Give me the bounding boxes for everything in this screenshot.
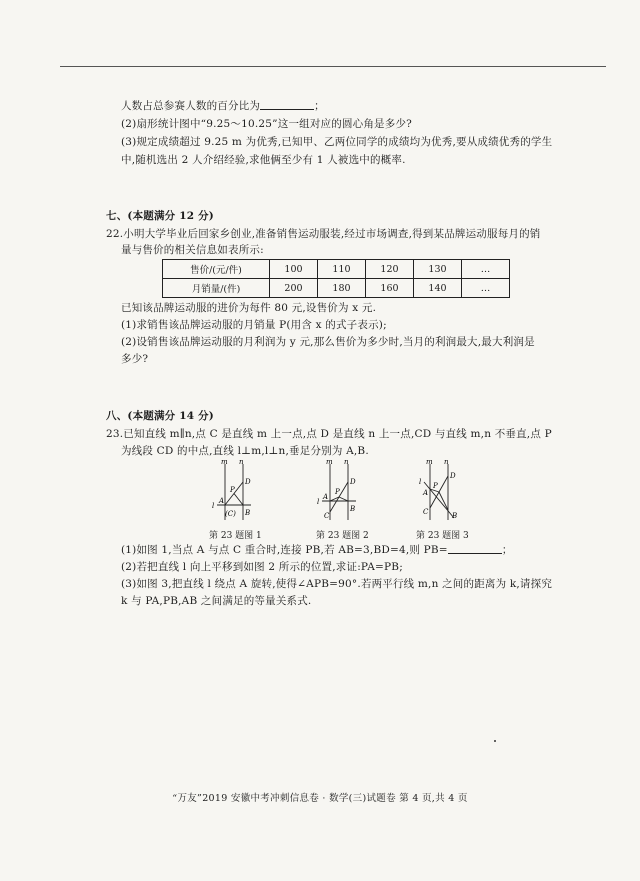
fig2-label-a: A: [323, 493, 329, 501]
q21-line4: 中,随机选出 2 人介绍经验,求他俩至少有 1 人被选中的概率.: [121, 154, 406, 166]
fig1-label-d: D: [245, 478, 251, 486]
q23-line2: 为线段 CD 的中点,直线 l⊥m,l⊥n,垂足分别为 A,B.: [121, 445, 369, 457]
header-rule: [60, 66, 606, 67]
fig1-label-l: l: [212, 502, 215, 510]
fig3-label-a: A: [423, 489, 429, 497]
table-cell: 140: [414, 279, 462, 298]
table-cell: 200: [270, 279, 318, 298]
figure-2-diagram: [310, 458, 370, 524]
fig3-label-l: l: [419, 478, 422, 486]
scan-speck: [494, 740, 496, 742]
table-cell: 160: [366, 279, 414, 298]
fig3-label-n: n: [444, 458, 449, 466]
figure-1-diagram: [205, 458, 265, 524]
q22-line2: 量与售价的相关信息如表所示:: [121, 244, 264, 256]
table-cell: …: [462, 260, 510, 279]
table-cell: 110: [318, 260, 366, 279]
price-sales-table: [162, 259, 510, 298]
section7-heading: 七、(本题满分 12 分): [106, 210, 214, 222]
q23-part3-line2: k 与 PA,PB,AB 之间满足的等量关系式.: [121, 595, 312, 607]
q22-line5: (2)设销售该品牌运动服的月利润为 y 元,那么售价为多少时,当月的利润最大,最大利润是: [121, 336, 535, 348]
fig3-label-b: B: [452, 512, 458, 520]
q22-line1: 22.小明大学毕业后回家乡创业,准备销售运动服装,经过市场调查,得到某品牌运动服每月的销: [106, 228, 541, 240]
fig1-label-m: m: [221, 458, 228, 466]
section8-heading: 八、(本题满分 14 分): [106, 410, 214, 422]
fig2-label-c: C: [324, 512, 330, 520]
q23-part2: (2)若把直线 l 向上平移到如图 2 所示的位置,求证:PA=PB;: [121, 561, 403, 573]
fig1-label-c: (C): [225, 510, 236, 518]
fig2-label-n: n: [344, 458, 349, 466]
fig3-label-c: C: [423, 508, 429, 516]
fig1-label-n: n: [239, 458, 244, 466]
fig2-label-b: B: [350, 505, 356, 513]
figure-1-caption: 第 23 题图 1: [209, 531, 262, 541]
q22-line3: 已知该品牌运动服的进价为每件 80 元,设售价为 x 元.: [121, 302, 377, 314]
q21-line2: (2)扇形统计图中“9.25～10.25”这一组对应的圆心角是多少?: [121, 118, 412, 130]
fig1-label-b: B: [245, 509, 251, 517]
table-cell: …: [462, 279, 510, 298]
q21-line3: (3)规定成绩超过 9.25 m 为优秀,已知甲、乙两位同学的成绩均为优秀,要从成绩优秀的学生: [121, 136, 553, 148]
q22-line4: (1)求销售该品牌运动服的月销量 P(用含 x 的式子表示);: [121, 319, 387, 331]
fig3-label-m: m: [426, 458, 433, 466]
fig1-label-p: P: [230, 486, 235, 494]
q23-part3-line1: (3)如图 3,把直线 l 绕点 A 旋转,使得∠APB=90°.若两平行线 m,n 之间的距离为 k,请探究: [121, 578, 553, 590]
fig2-label-m: m: [326, 458, 333, 466]
fig2-label-l: l: [317, 498, 320, 506]
q22-line6: 多少?: [121, 353, 149, 365]
fig1-label-a: A: [219, 497, 225, 505]
table-row-header: 月销量/(件): [163, 279, 270, 298]
table-cell: 100: [270, 260, 318, 279]
page-footer: “万友”2019 安徽中考冲刺信息卷 · 数学(三)试题卷 第 4 页,共 4 页: [172, 793, 468, 804]
fig3-label-d: D: [450, 472, 456, 480]
answer-blank: [448, 543, 502, 554]
table-cell: 120: [366, 260, 414, 279]
q21-line1: 人数占总参赛人数的百分比为 ；: [121, 100, 325, 112]
fig2-label-d: D: [350, 478, 356, 486]
figure-3-diagram: [410, 458, 470, 524]
figure-2-caption: 第 23 题图 2: [316, 531, 369, 541]
fig3-label-p: P: [433, 482, 438, 490]
table-row: [163, 279, 510, 298]
table-row: [163, 260, 510, 279]
table-cell: 130: [414, 260, 462, 279]
table-row-header: 售价/(元/件): [163, 260, 270, 279]
table-cell: 180: [318, 279, 366, 298]
q23-part1: (1)如图 1,当点 A 与点 C 重合时,连接 PB,若 AB=3,BD=4,则 PB= ；: [121, 544, 513, 556]
q23-line1: 23.已知直线 m∥n,点 C 是直线 m 上一点,点 D 是直线 n 上一点,CD 与直线 m,n 不垂直,点 P: [106, 428, 552, 440]
figure-3-caption: 第 23 题图 3: [416, 531, 469, 541]
answer-blank: [260, 99, 314, 110]
fig2-label-p: P: [335, 488, 340, 496]
